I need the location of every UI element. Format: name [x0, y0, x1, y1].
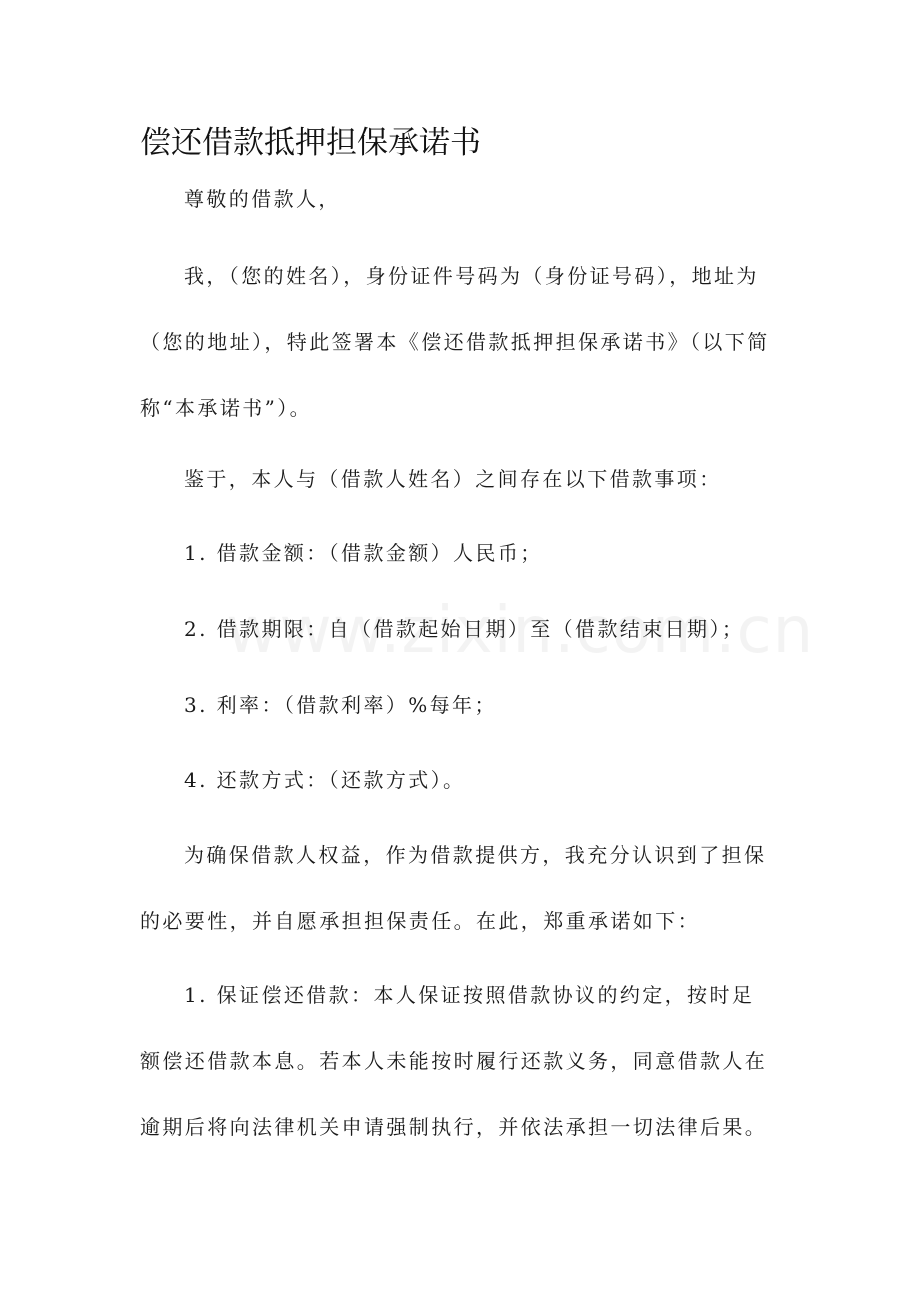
commitment-intro-paragraph: 为确保借款人权益，作为借款提供方，我充分认识到了担保的必要性，并自愿承担担保责任。在此，郑重承诺如下：: [140, 843, 767, 933]
intro-paragraph: 我，（您的姓名），身份证件号码为（身份证号码），地址为（您的地址），特此签署本《偿还借款抵押担保承诺书》（以下简称“本承诺书”）。: [140, 264, 770, 420]
document-title: 偿还借款抵押担保承诺书: [140, 125, 481, 161]
loan-item-term: 2. 借款期限：自（借款起始日期）至（借款结束日期）；: [184, 617, 745, 641]
whereas-paragraph: 鉴于，本人与（借款人姓名）之间存在以下借款事项：: [184, 467, 722, 491]
loan-item-amount: 1. 借款金额：（借款金额）人民币；: [184, 541, 543, 565]
salutation: 尊敬的借款人，: [184, 187, 341, 211]
loan-item-rate: 3. 利率：（借款利率）%每年；: [184, 693, 497, 717]
commitment-item-repay: 1. 保证偿还借款：本人保证按照借款协议的约定，按时足额偿还借款本息。若本人未能按时履行还款义务，同意借款人在逾期后将向法律机关申请强制执行，并依法承担一切法律后果。: [140, 983, 768, 1139]
loan-item-repayment: 4. 还款方式：（还款方式）。: [184, 768, 466, 792]
